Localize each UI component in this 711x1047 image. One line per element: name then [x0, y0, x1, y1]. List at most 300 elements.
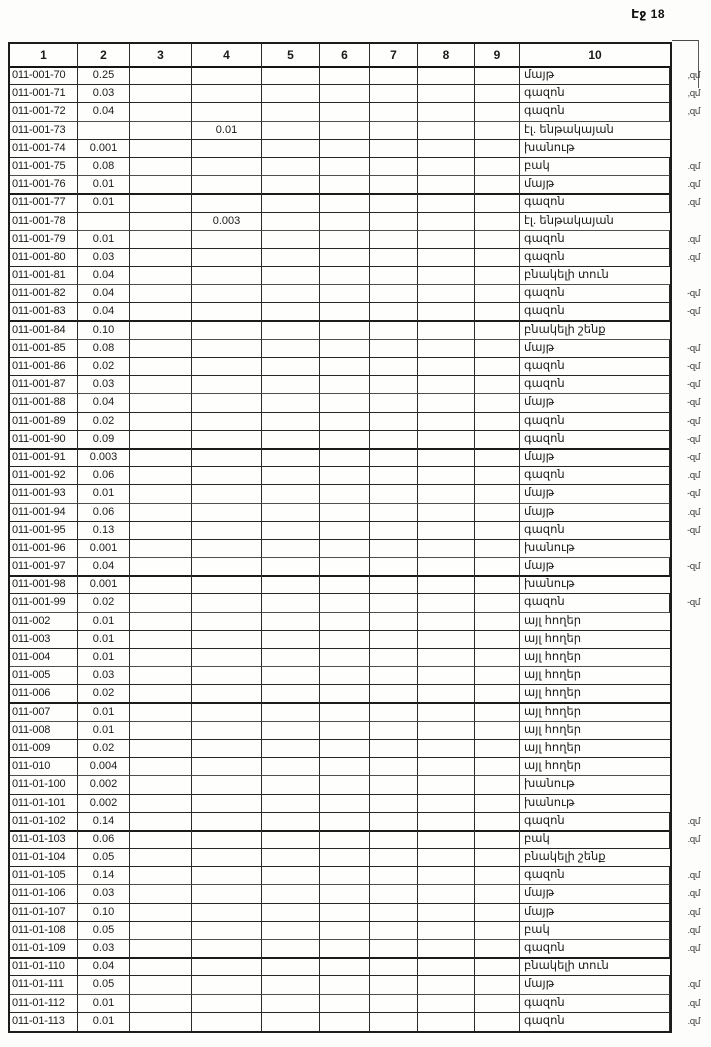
cell-col5 — [262, 67, 320, 85]
cell-parcel-code: 011-004 — [10, 649, 78, 667]
cell-col5 — [262, 485, 320, 503]
cell-parcel-code: 011-007 — [10, 704, 78, 722]
page-edge-text-fragment: -զմ — [687, 415, 700, 426]
cell-land-use: գազոն — [520, 431, 670, 450]
cell-col6 — [320, 249, 370, 267]
cell-parcel-code: 011-001-96 — [10, 540, 78, 558]
cell-area: 0.004 — [78, 758, 130, 776]
cell-col7 — [370, 776, 418, 794]
table-row — [10, 922, 700, 940]
table-row — [10, 958, 670, 976]
table-row — [10, 449, 700, 467]
cell-col7 — [370, 995, 418, 1013]
cell-area: 0.06 — [78, 504, 130, 522]
cell-col6 — [320, 85, 370, 103]
cell-parcel-code: 011-001-79 — [10, 231, 78, 249]
cell-col3 — [130, 267, 192, 285]
cell-col8 — [418, 376, 475, 394]
table-row — [10, 303, 700, 321]
cell-area: 0.25 — [78, 67, 130, 85]
cell-col8 — [418, 776, 475, 794]
cell-col6 — [320, 231, 370, 249]
cell-col4-area — [192, 885, 262, 903]
cell-col5 — [262, 740, 320, 758]
cell-area: 0.02 — [78, 358, 130, 376]
table-row — [10, 340, 700, 358]
cell-col9 — [475, 485, 520, 503]
cell-area: 0.04 — [78, 285, 130, 303]
column-header: 8 — [418, 44, 475, 68]
cell-col3 — [130, 813, 192, 832]
cell-col7 — [370, 340, 418, 358]
cell-land-use: խանութ — [520, 776, 670, 794]
cell-col4-area — [192, 340, 262, 358]
table-row — [10, 540, 670, 558]
cell-col5 — [262, 758, 320, 776]
cell-col9 — [475, 285, 520, 303]
page-edge-text-fragment: -զմ — [687, 433, 700, 444]
cell-col6 — [320, 885, 370, 903]
cell-parcel-code: 011-001-97 — [10, 558, 78, 577]
cell-col4-area — [192, 413, 262, 431]
table-row — [10, 885, 700, 903]
page-edge-text-fragment: .զմ — [687, 833, 700, 844]
cell-col5 — [262, 394, 320, 412]
cell-col8 — [418, 576, 475, 594]
cell-col8 — [418, 213, 475, 231]
cell-col8 — [418, 849, 475, 867]
cell-col9 — [475, 522, 520, 540]
cell-area: 0.02 — [78, 413, 130, 431]
column-header: 2 — [78, 44, 130, 68]
cell-land-use: գազոն — [520, 813, 670, 832]
page-edge-text-fragment: ,զմ — [687, 70, 700, 80]
table-row — [10, 940, 700, 958]
cell-col9 — [475, 704, 520, 722]
cell-col4-area — [192, 194, 262, 212]
cell-col8 — [418, 995, 475, 1013]
cell-col6 — [320, 631, 370, 649]
cell-col5 — [262, 413, 320, 431]
cell-col3 — [130, 940, 192, 959]
cell-col3 — [130, 976, 192, 994]
cell-col7 — [370, 540, 418, 558]
cell-land-use: բակ — [520, 158, 670, 176]
table-row — [10, 103, 700, 121]
cell-land-use: էլ. ենթակայան — [520, 122, 670, 140]
cell-area: 0.01 — [78, 176, 130, 195]
cell-area: 0.14 — [78, 867, 130, 885]
cell-col9 — [475, 467, 520, 485]
cell-col4-area — [192, 995, 262, 1013]
cell-land-use: էլ. ենթակայան — [520, 213, 670, 231]
table-row — [10, 431, 700, 449]
cell-col9 — [475, 631, 520, 649]
cell-area: 0.01 — [78, 649, 130, 667]
cell-col3 — [130, 122, 192, 140]
cell-parcel-code: 011-001-92 — [10, 467, 78, 485]
page-edge-text-fragment: .զմ — [687, 160, 700, 171]
cell-land-use: խանութ — [520, 576, 670, 594]
cell-col3 — [130, 613, 192, 631]
cell-area: 0.03 — [78, 249, 130, 267]
cell-parcel-code: 011-01-103 — [10, 831, 78, 849]
cell-land-use: այլ հողեր — [520, 685, 670, 704]
page-edge-text-fragment: -զմ — [687, 397, 700, 408]
cell-land-use: մայթ — [520, 449, 670, 467]
cell-area: 0.02 — [78, 685, 130, 704]
table-row — [10, 685, 670, 703]
cell-col7 — [370, 813, 418, 832]
cell-land-use: մայթ — [520, 504, 670, 522]
cell-land-use: գազոն — [520, 413, 670, 431]
table-row — [10, 667, 670, 685]
cell-col3 — [130, 140, 192, 158]
cell-parcel-code: 011-01-113 — [10, 1013, 78, 1031]
cell-col7 — [370, 449, 418, 467]
cell-parcel-code: 011-01-110 — [10, 958, 78, 976]
cell-col5 — [262, 103, 320, 121]
cell-col4-area — [192, 904, 262, 922]
cell-col4-area — [192, 303, 262, 322]
cell-parcel-code: 011-01-104 — [10, 849, 78, 867]
cell-col9 — [475, 922, 520, 940]
cell-col5 — [262, 904, 320, 922]
cell-col5 — [262, 813, 320, 832]
cell-col9 — [475, 613, 520, 631]
cell-col3 — [130, 685, 192, 704]
cell-land-use: գազոն — [520, 285, 670, 303]
cell-col5 — [262, 376, 320, 394]
table-row — [10, 995, 700, 1013]
cell-land-use: գազոն — [520, 867, 670, 885]
cell-col3 — [130, 449, 192, 467]
table-row — [10, 976, 700, 994]
cell-area: 0.04 — [78, 267, 130, 285]
cell-col5 — [262, 176, 320, 195]
cell-col9 — [475, 940, 520, 959]
cell-col4-area — [192, 613, 262, 631]
cell-col3 — [130, 431, 192, 450]
cell-area: 0.03 — [78, 885, 130, 903]
cell-parcel-code: 011-001-93 — [10, 485, 78, 503]
cell-col8 — [418, 904, 475, 922]
cell-col9 — [475, 1013, 520, 1031]
cell-col9 — [475, 849, 520, 867]
cell-col5 — [262, 140, 320, 158]
cell-col8 — [418, 431, 475, 450]
cell-parcel-code: 011-001-72 — [10, 103, 78, 121]
table-row — [10, 795, 670, 813]
cell-col5 — [262, 122, 320, 140]
cell-col4-area — [192, 140, 262, 158]
cell-col9 — [475, 322, 520, 340]
cell-col4-area — [192, 431, 262, 450]
cell-col6 — [320, 758, 370, 776]
cell-col5 — [262, 995, 320, 1013]
cell-col7 — [370, 522, 418, 540]
cell-area — [78, 122, 130, 140]
cell-land-use: բակ — [520, 831, 670, 849]
cell-col9 — [475, 795, 520, 813]
page-edge-text-fragment: .զմ — [687, 506, 700, 517]
cell-land-use: գազոն — [520, 231, 670, 249]
cell-col4-area — [192, 976, 262, 994]
cell-col7 — [370, 103, 418, 121]
cell-land-use: գազոն — [520, 940, 670, 959]
cell-col4-area — [192, 231, 262, 249]
cell-col8 — [418, 940, 475, 959]
cell-land-use: գազոն — [520, 85, 670, 103]
cell-area: 0.01 — [78, 485, 130, 503]
page-edge-text-fragment: .զմ — [687, 197, 700, 208]
table-row — [10, 558, 700, 576]
cell-col6 — [320, 394, 370, 412]
page-edge-text-fragment: -զմ — [687, 488, 700, 499]
cell-area: 0.14 — [78, 813, 130, 832]
cell-col7 — [370, 67, 418, 85]
page-edge-text-fragment: -զմ — [687, 342, 700, 353]
cell-col8 — [418, 958, 475, 976]
cell-area: 0.05 — [78, 976, 130, 994]
cell-col9 — [475, 649, 520, 667]
cell-col7 — [370, 940, 418, 959]
cell-col4-area — [192, 776, 262, 794]
cell-land-use: գազոն — [520, 522, 670, 540]
cell-col9 — [475, 813, 520, 832]
cell-parcel-code: 011-001-83 — [10, 303, 78, 322]
cell-area: 0.001 — [78, 140, 130, 158]
cell-col6 — [320, 904, 370, 922]
cell-col4-area: 0.003 — [192, 213, 262, 231]
cell-col4-area — [192, 667, 262, 685]
cell-area: 0.01 — [78, 1013, 130, 1031]
cell-col8 — [418, 122, 475, 140]
cell-col8 — [418, 1013, 475, 1031]
cell-col3 — [130, 667, 192, 685]
table-row — [10, 813, 700, 831]
cell-parcel-code: 011-001-80 — [10, 249, 78, 267]
cell-parcel-code: 011-005 — [10, 667, 78, 685]
cell-col9 — [475, 394, 520, 412]
cell-col4-area — [192, 285, 262, 303]
cell-col4-area — [192, 103, 262, 121]
cell-col8 — [418, 322, 475, 340]
cell-col6 — [320, 722, 370, 740]
cell-col4-area — [192, 758, 262, 776]
page-edge-text-fragment: .զմ — [687, 233, 700, 244]
cell-land-use: այլ հողեր — [520, 740, 670, 758]
cell-col4-area — [192, 795, 262, 813]
cell-col8 — [418, 795, 475, 813]
cell-col8 — [418, 813, 475, 832]
table-row — [10, 413, 700, 431]
cell-col5 — [262, 449, 320, 467]
cell-col6 — [320, 376, 370, 394]
cell-col6 — [320, 103, 370, 121]
cell-col7 — [370, 740, 418, 758]
cell-col6 — [320, 285, 370, 303]
cell-col6 — [320, 831, 370, 849]
cell-col9 — [475, 722, 520, 740]
cell-col8 — [418, 413, 475, 431]
cell-area: 0.01 — [78, 995, 130, 1013]
cell-parcel-code: 011-001-82 — [10, 285, 78, 303]
cell-col4-area: 0.01 — [192, 122, 262, 140]
cell-parcel-code: 011-002 — [10, 613, 78, 631]
cell-land-use: գազոն — [520, 249, 670, 267]
land-parcel-table — [8, 42, 700, 1033]
cell-col8 — [418, 467, 475, 485]
cell-col3 — [130, 194, 192, 212]
cell-col3 — [130, 413, 192, 431]
cell-col6 — [320, 867, 370, 885]
column-header: 7 — [370, 44, 418, 68]
cell-col5 — [262, 85, 320, 103]
cell-col3 — [130, 340, 192, 358]
cell-col8 — [418, 267, 475, 285]
cell-col7 — [370, 467, 418, 485]
cell-col6 — [320, 140, 370, 158]
cell-col4-area — [192, 922, 262, 940]
cell-col8 — [418, 194, 475, 212]
cell-parcel-code: 011-001-71 — [10, 85, 78, 103]
cell-parcel-code: 011-001-87 — [10, 376, 78, 394]
table-row — [10, 776, 670, 794]
cell-parcel-code: 011-001-86 — [10, 358, 78, 376]
cell-area: 0.10 — [78, 322, 130, 340]
cell-col3 — [130, 467, 192, 485]
cell-col5 — [262, 885, 320, 903]
cell-parcel-code: 011-010 — [10, 758, 78, 776]
cell-col5 — [262, 158, 320, 176]
cell-col4-area — [192, 504, 262, 522]
cell-col5 — [262, 958, 320, 976]
cell-col9 — [475, 594, 520, 612]
cell-col4-area — [192, 813, 262, 832]
cell-col9 — [475, 249, 520, 267]
page-edge-text-fragment: .զմ — [687, 943, 700, 953]
cell-col4-area — [192, 522, 262, 540]
cell-col3 — [130, 958, 192, 976]
cell-col6 — [320, 576, 370, 594]
table-row — [10, 722, 670, 740]
cell-parcel-code: 011-001-88 — [10, 394, 78, 412]
page-edge-text-fragment: .զմ — [687, 924, 700, 935]
cell-col3 — [130, 103, 192, 121]
cell-parcel-code: 011-001-90 — [10, 431, 78, 450]
cell-area: 0.04 — [78, 394, 130, 412]
cell-col9 — [475, 867, 520, 885]
cell-col9 — [475, 431, 520, 450]
cell-col6 — [320, 685, 370, 704]
cell-land-use: գազոն — [520, 303, 670, 322]
cell-land-use: գազոն — [520, 594, 670, 612]
cell-land-use: այլ հողեր — [520, 704, 670, 722]
cell-col3 — [130, 176, 192, 195]
column-header: 10 — [520, 44, 670, 68]
cell-col9 — [475, 231, 520, 249]
cell-area: 0.002 — [78, 795, 130, 813]
page-edge-text-fragment: .զմ — [687, 888, 700, 899]
cell-col6 — [320, 849, 370, 867]
cell-col8 — [418, 722, 475, 740]
cell-col7 — [370, 431, 418, 450]
cell-parcel-code: 011-001-76 — [10, 176, 78, 195]
cell-col8 — [418, 394, 475, 412]
cell-col5 — [262, 431, 320, 450]
cell-col6 — [320, 322, 370, 340]
cell-col6 — [320, 449, 370, 467]
cell-col9 — [475, 340, 520, 358]
table-row — [10, 358, 700, 376]
cell-parcel-code: 011-006 — [10, 685, 78, 704]
cell-col5 — [262, 467, 320, 485]
cell-col3 — [130, 285, 192, 303]
cell-area: 0.08 — [78, 158, 130, 176]
cell-area: 0.06 — [78, 467, 130, 485]
cell-parcel-code: 011-001-74 — [10, 140, 78, 158]
cell-col9 — [475, 176, 520, 195]
page-edge-text-fragment: ,զմ — [687, 106, 700, 117]
cell-col3 — [130, 303, 192, 322]
cell-area: 0.04 — [78, 303, 130, 322]
table-row — [10, 158, 700, 176]
cell-parcel-code: 011-009 — [10, 740, 78, 758]
table-row — [10, 904, 700, 922]
column-header: 9 — [475, 44, 520, 68]
cell-col5 — [262, 285, 320, 303]
column-header: 1 — [10, 44, 78, 68]
cell-col6 — [320, 940, 370, 959]
table-header-row — [10, 44, 670, 67]
cell-parcel-code: 011-001-77 — [10, 194, 78, 212]
table-row — [10, 213, 670, 231]
cell-col9 — [475, 831, 520, 849]
cell-col5 — [262, 685, 320, 704]
cell-col5 — [262, 322, 320, 340]
page-edge-text-fragment: -զմ — [687, 561, 700, 572]
cell-col4-area — [192, 558, 262, 577]
cell-col7 — [370, 485, 418, 503]
cell-col5 — [262, 667, 320, 685]
cell-area: 0.02 — [78, 740, 130, 758]
cell-col4-area — [192, 1013, 262, 1031]
column-header: 5 — [262, 44, 320, 68]
cell-col6 — [320, 1013, 370, 1031]
cell-col6 — [320, 122, 370, 140]
cell-land-use: բնակելի շենք — [520, 849, 670, 867]
cell-col8 — [418, 740, 475, 758]
cell-col6 — [320, 540, 370, 558]
table-row — [10, 831, 700, 849]
cell-col6 — [320, 176, 370, 195]
cell-col7 — [370, 722, 418, 740]
table-row — [10, 231, 700, 249]
cell-col4-area — [192, 449, 262, 467]
cell-land-use: այլ հողեր — [520, 613, 670, 631]
cell-col9 — [475, 885, 520, 903]
cell-parcel-code: 011-001-78 — [10, 213, 78, 231]
cell-col7 — [370, 358, 418, 376]
cell-col8 — [418, 303, 475, 322]
cell-land-use: բնակելի շենք — [520, 322, 670, 340]
cell-col6 — [320, 213, 370, 231]
cell-area — [78, 213, 130, 231]
cell-col4-area — [192, 249, 262, 267]
cell-col8 — [418, 558, 475, 577]
page-edge-text-fragment: .զմ — [687, 179, 700, 190]
